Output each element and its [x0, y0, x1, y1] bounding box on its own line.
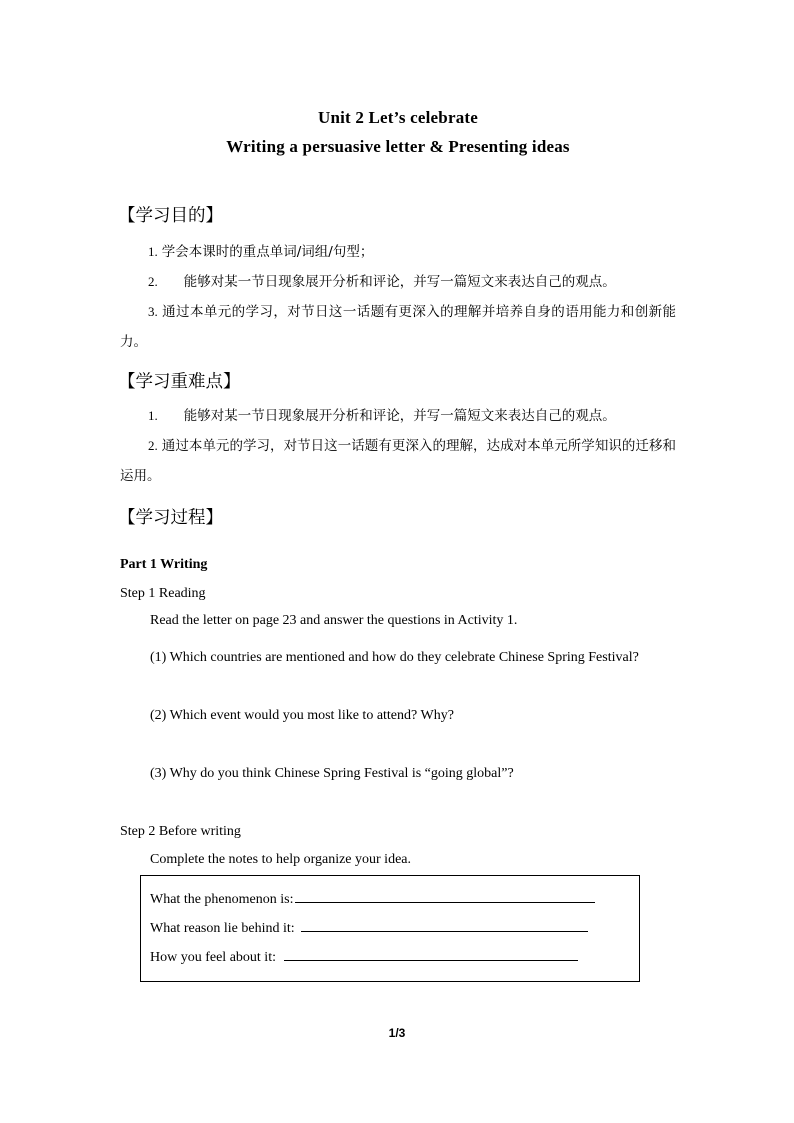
- note-answer-blank-reason[interactable]: [301, 919, 588, 932]
- question-3: (3) Why do you think Chinese Spring Festival is “going global”?: [150, 766, 514, 781]
- page-title-line-1: Unit 2 Let’s celebrate: [317, 108, 479, 127]
- note-label-reason: What reason lie behind it:: [150, 921, 295, 936]
- objective-item-2-number: 2.: [148, 274, 158, 289]
- objective-item-3: [120, 297, 676, 357]
- keypoint-item-2: [120, 431, 676, 491]
- keypoints-list: [120, 401, 676, 491]
- note-answer-blank-feeling[interactable]: [284, 948, 578, 961]
- section-heading-keypoints: 【学习重难点】: [118, 372, 241, 392]
- page-number-footer: 1/3: [388, 1026, 406, 1040]
- objective-item-1: [120, 237, 676, 267]
- section-heading-process: 【学习过程】: [118, 508, 223, 528]
- objectives-list: [120, 237, 676, 357]
- note-label-feeling: How you feel about it:: [150, 950, 276, 965]
- objective-item-3-number: 3.: [148, 304, 158, 319]
- objective-item-1-text: 学会本课时的重点单词/词组/句型；: [161, 244, 374, 260]
- keypoint-item-1-number: 1.: [148, 408, 158, 423]
- keypoint-item-2-number: 2.: [148, 438, 158, 453]
- part-1-title: Part 1 Writing: [120, 557, 208, 572]
- keypoint-item-1-text: 能够对某一节日现象展开分析和评论，并写一篇短文来表达自己的观点。: [183, 408, 616, 424]
- keypoint-item-1: [120, 401, 676, 431]
- note-row: [150, 943, 639, 972]
- question-2: (2) Which event would you most like to attend? Why?: [150, 708, 454, 723]
- read-instruction: Read the letter on page 23 and answer the questions in Activity 1.: [150, 613, 518, 628]
- note-row: [150, 885, 639, 914]
- objective-item-2-text: 能够对某一节日现象展开分析和评论，并写一篇短文来表达自己的观点。: [183, 274, 616, 290]
- objective-item-1-number: 1.: [148, 244, 158, 259]
- objective-item-2: [120, 267, 676, 297]
- question-1: (1) Which countries are mentioned and how do they celebrate Chinese Spring Festival?: [150, 650, 639, 665]
- keypoint-item-2-text: 通过本单元的学习，对节日这一话题有更深入的理解，达成对本单元所学知识的迁移和运用。: [120, 438, 676, 484]
- section-heading-objectives: 【学习目的】: [118, 206, 223, 226]
- complete-notes-instruction: Complete the notes to help organize your idea.: [150, 852, 412, 867]
- step-2-title: Step 2 Before writing: [120, 824, 241, 839]
- notes-box: [140, 875, 640, 982]
- page-title-line-2: Writing a persuasive letter & Presenting ideas: [226, 137, 570, 156]
- note-answer-blank-phenomenon[interactable]: [295, 890, 595, 903]
- note-label-phenomenon: What the phenomenon is:: [150, 892, 294, 907]
- objective-item-3-text: 通过本单元的学习，对节日这一话题有更深入的理解并培养自身的语用能力和创新能力。: [120, 304, 676, 350]
- note-row: [150, 914, 639, 943]
- step-1-title: Step 1 Reading: [120, 586, 206, 601]
